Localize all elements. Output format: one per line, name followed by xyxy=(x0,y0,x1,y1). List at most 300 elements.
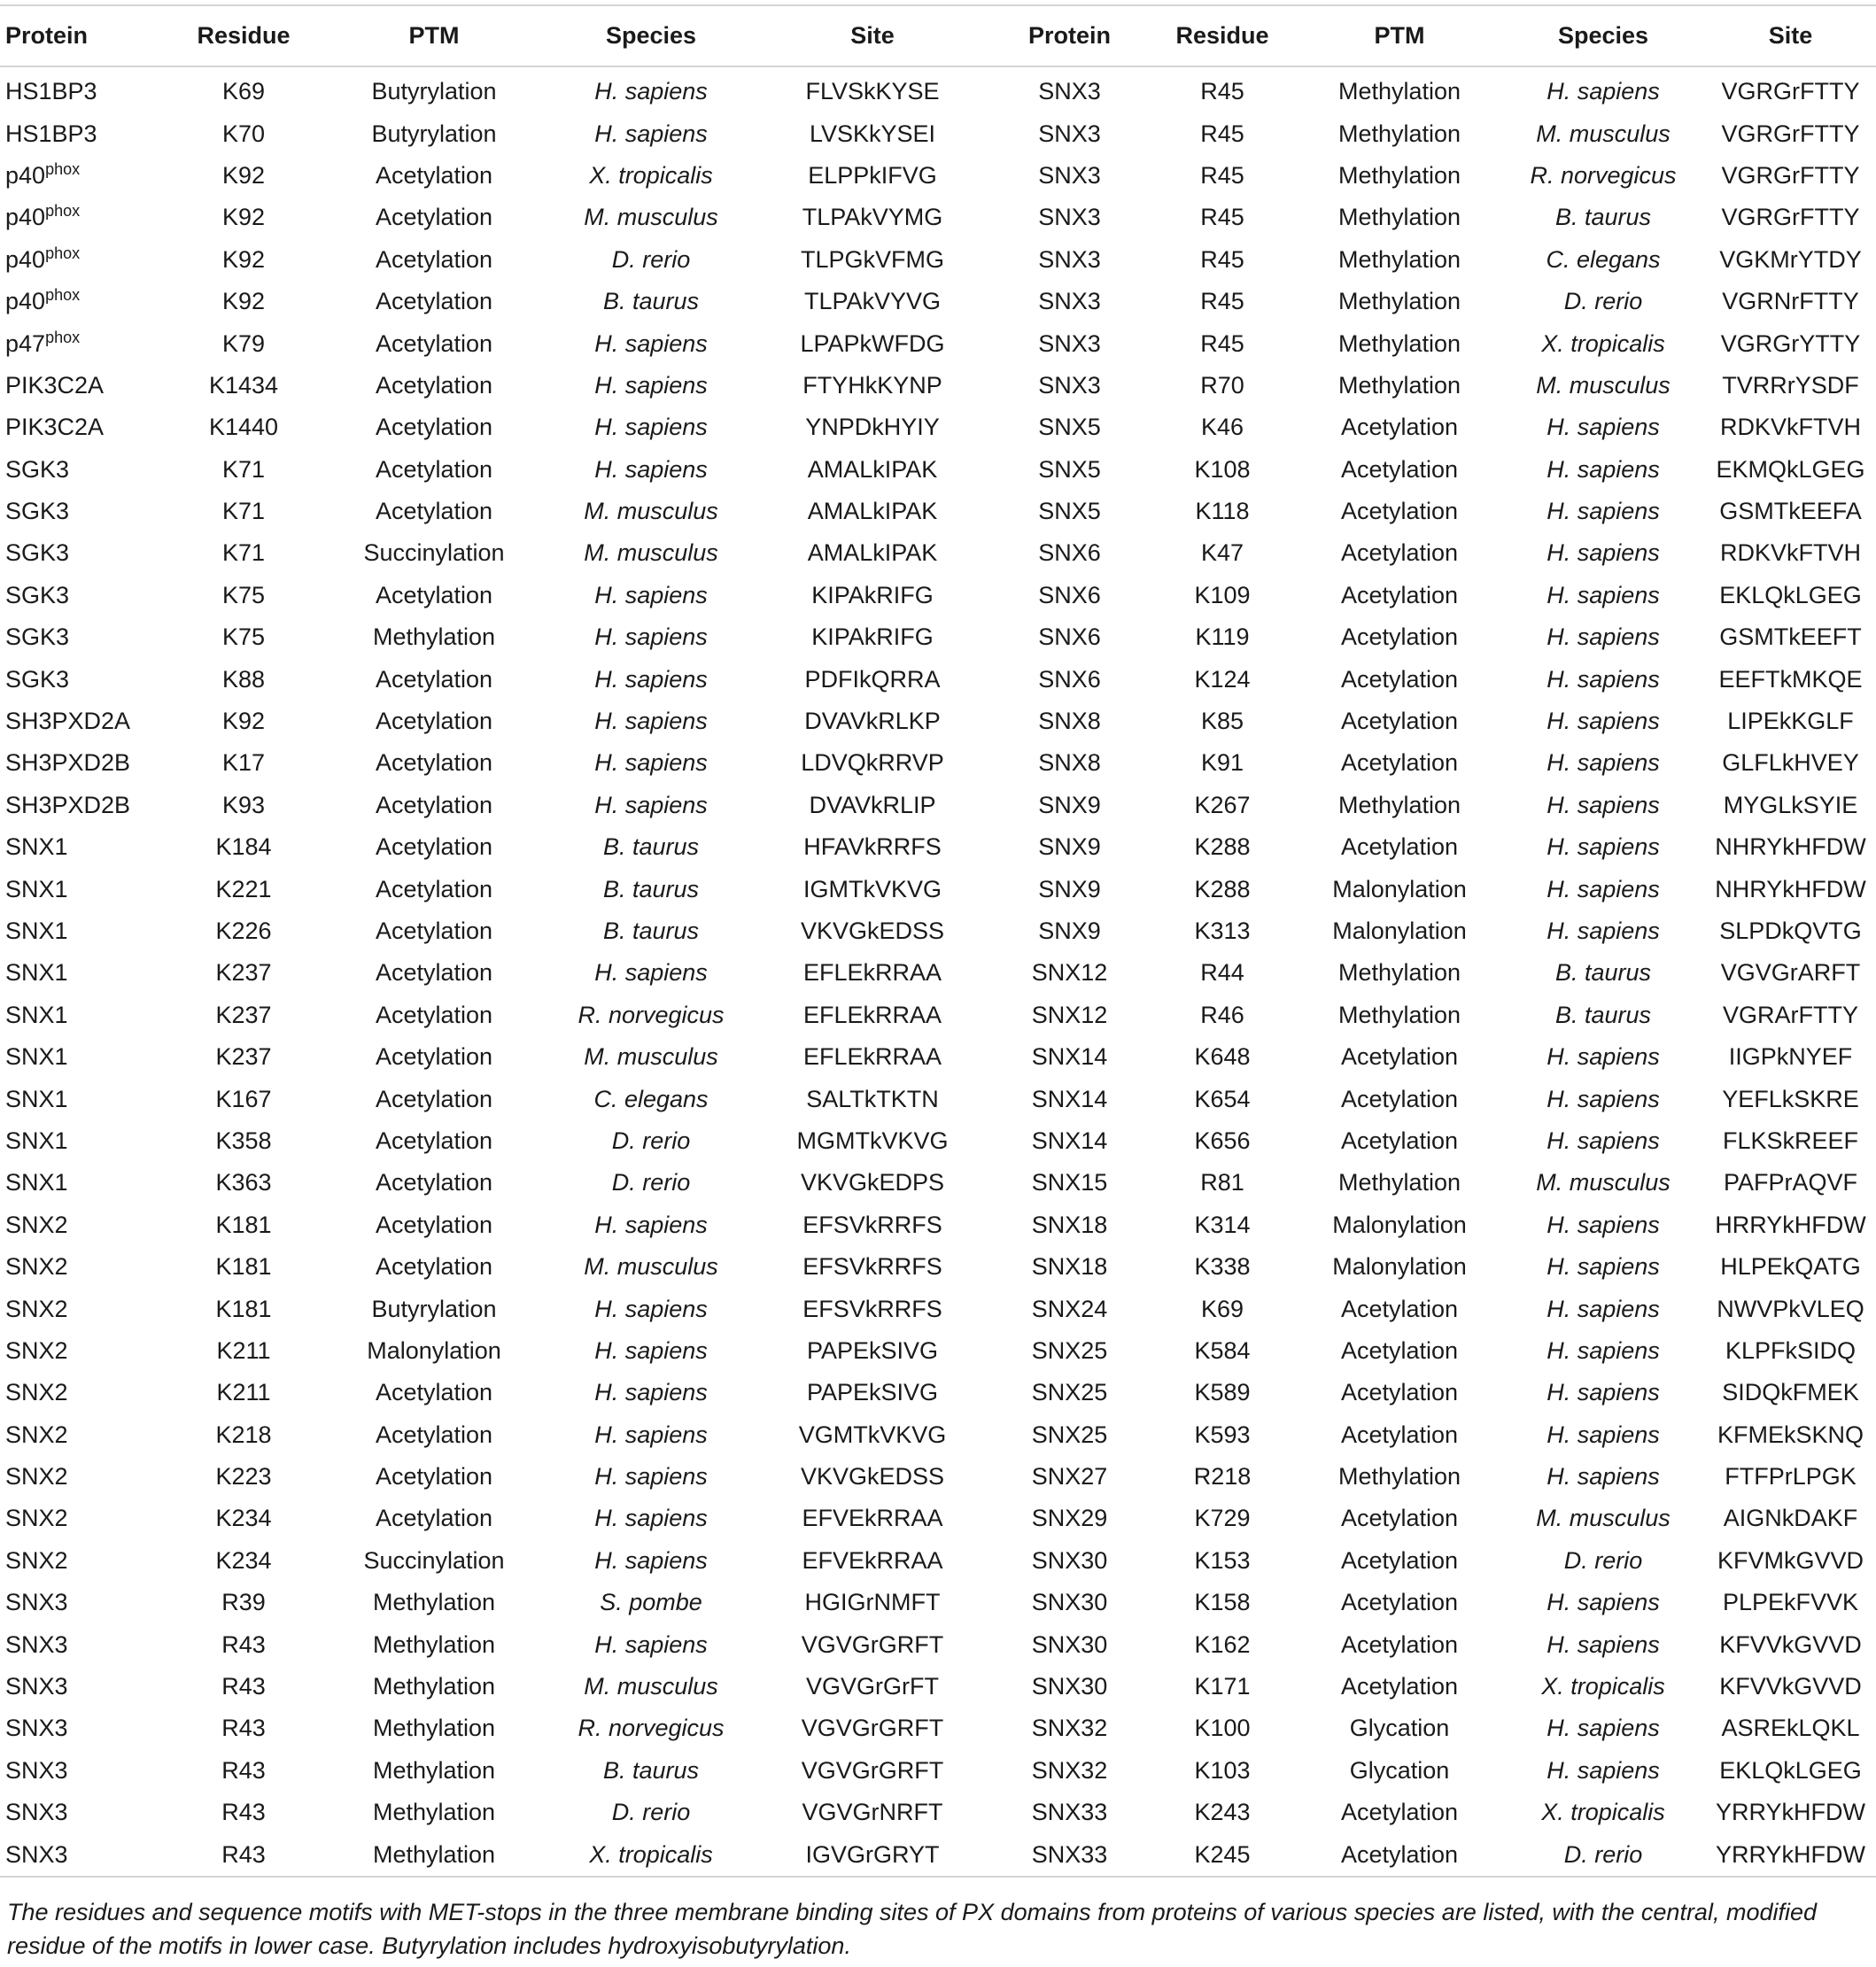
cell-text: SH3PXD2B xyxy=(5,749,131,777)
right-site-cell xyxy=(1705,995,1876,1036)
left-protein-cell xyxy=(0,868,168,910)
cell-text: KFVVkGVVD xyxy=(1719,1630,1862,1658)
cell-text: VGRArFTTY xyxy=(1723,1001,1858,1028)
left-ptm-cell xyxy=(319,616,549,658)
right-residue-cell xyxy=(1147,281,1298,322)
right-protein-cell xyxy=(992,1498,1147,1539)
left-species-cell xyxy=(549,66,753,112)
right-residue-cell xyxy=(1147,365,1298,407)
right-site-cell xyxy=(1705,785,1876,826)
cell-text: R. norvegicus xyxy=(578,1715,725,1742)
left-species-cell xyxy=(549,1833,753,1876)
cell-text: Acetylation xyxy=(375,288,493,315)
left-ptm-cell xyxy=(319,1623,549,1665)
cell-text: H. sapiens xyxy=(594,120,708,147)
left-protein-cell xyxy=(0,1120,168,1162)
right-species-cell xyxy=(1501,1162,1705,1204)
cell-text: SNX3 xyxy=(1038,161,1101,189)
left-species-cell xyxy=(549,197,753,238)
header-residue-right: Residue xyxy=(1147,5,1298,66)
right-ptm-cell xyxy=(1298,785,1501,826)
right-residue-cell xyxy=(1147,449,1298,491)
cell-text: K338 xyxy=(1194,1253,1251,1281)
cell-text: H. sapiens xyxy=(1547,623,1660,651)
right-site-cell xyxy=(1705,701,1876,742)
left-protein-cell xyxy=(0,1750,168,1792)
cell-text: X. tropicalis xyxy=(1541,1673,1665,1700)
left-ptm-cell xyxy=(319,1498,549,1539)
right-species-cell xyxy=(1501,868,1705,910)
cell-text: K589 xyxy=(1194,1379,1251,1406)
cell-text: X. tropicalis xyxy=(589,1840,713,1868)
cell-text: Glycation xyxy=(1349,1756,1450,1784)
cell-text: SNX2 xyxy=(5,1505,68,1532)
left-species-cell xyxy=(549,1036,753,1078)
right-ptm-cell xyxy=(1298,1414,1501,1456)
cell-text: R. norvegicus xyxy=(578,1001,725,1028)
right-protein-cell xyxy=(992,1162,1147,1204)
right-species-cell xyxy=(1501,1833,1705,1876)
right-residue-cell xyxy=(1147,1288,1298,1329)
right-species-cell xyxy=(1501,1708,1705,1749)
right-site-cell xyxy=(1705,1372,1876,1413)
left-species-cell xyxy=(549,1288,753,1329)
cell-text: Acetylation xyxy=(1340,833,1459,861)
cell-text: H. sapiens xyxy=(1547,1253,1660,1281)
cell-text: H. sapiens xyxy=(1547,1127,1660,1154)
cell-text: SNX6 xyxy=(1038,665,1101,693)
cell-text: IGVGrGRYT xyxy=(805,1840,940,1868)
right-residue-cell xyxy=(1147,910,1298,952)
left-residue-cell xyxy=(168,1414,319,1456)
right-ptm-cell xyxy=(1298,1540,1501,1582)
cell-text: VGVGrGRFT xyxy=(801,1756,944,1784)
cell-text: SH3PXD2A xyxy=(5,708,131,735)
right-protein-cell xyxy=(992,910,1147,952)
cell-text: K162 xyxy=(1194,1630,1251,1658)
left-protein-cell xyxy=(0,785,168,826)
cell-text: R39 xyxy=(221,1589,266,1616)
right-species-cell xyxy=(1501,742,1705,784)
left-protein-cell xyxy=(0,1036,168,1078)
cell-text: KFVVkGVVD xyxy=(1719,1673,1862,1700)
left-ptm-cell xyxy=(319,1288,549,1329)
left-residue-cell xyxy=(168,1750,319,1792)
left-protein-cell xyxy=(0,1540,168,1582)
right-protein-cell xyxy=(992,449,1147,491)
cell-text: K153 xyxy=(1194,1546,1251,1574)
cell-text: H. sapiens xyxy=(1547,708,1660,735)
cell-text: Methylation xyxy=(372,1589,496,1616)
cell-text: VGVGrNRFT xyxy=(802,1799,943,1826)
table-row xyxy=(0,1456,1876,1498)
cell-text: H. sapiens xyxy=(1547,1336,1660,1364)
left-residue-cell xyxy=(168,1792,319,1833)
cell-text: K584 xyxy=(1194,1336,1251,1364)
cell-text: Acetylation xyxy=(1340,539,1459,567)
cell-text: EFSVkRRFS xyxy=(802,1253,942,1281)
left-protein-cell xyxy=(0,1498,168,1539)
right-protein-cell xyxy=(992,995,1147,1036)
cell-text: SNX24 xyxy=(1031,1295,1108,1322)
header-row xyxy=(0,5,1876,66)
left-site-cell xyxy=(753,1833,992,1876)
right-residue-cell xyxy=(1147,155,1298,197)
right-ptm-cell xyxy=(1298,1078,1501,1119)
cell-text: SGK3 xyxy=(5,498,70,525)
cell-text: K92 xyxy=(221,708,266,735)
left-species-cell xyxy=(549,1078,753,1119)
left-site-cell xyxy=(753,1078,992,1119)
cell-text: RDKVkFTVH xyxy=(1719,539,1861,567)
left-residue-cell xyxy=(168,449,319,491)
cell-text: S. pombe xyxy=(600,1589,702,1616)
right-species-cell xyxy=(1501,1372,1705,1413)
left-protein-cell xyxy=(0,197,168,238)
cell-text: K85 xyxy=(1200,708,1244,735)
left-ptm-cell xyxy=(319,1204,549,1246)
cell-text: NHRYkHFDW xyxy=(1715,833,1866,861)
cell-text: SNX25 xyxy=(1031,1379,1108,1406)
table-row xyxy=(0,112,1876,154)
cell-text: SNX3 xyxy=(1038,288,1101,315)
cell-text: VGRGrFTTY xyxy=(1721,161,1860,189)
cell-text: Butyrylation xyxy=(371,120,497,147)
left-ptm-cell xyxy=(319,1078,549,1119)
cell-text: Malonylation xyxy=(367,1336,501,1364)
right-residue-cell xyxy=(1147,1246,1298,1288)
right-site-cell xyxy=(1705,491,1876,532)
cell-text: Acetylation xyxy=(1340,455,1459,483)
cell-text: Acetylation xyxy=(1340,1085,1459,1112)
cell-text: K226 xyxy=(215,918,272,944)
cell-text: SNX3 xyxy=(5,1756,68,1784)
right-site-cell xyxy=(1705,826,1876,868)
cell-text: K181 xyxy=(215,1253,272,1281)
left-ptm-cell xyxy=(319,407,549,448)
cell-text: SNX1 xyxy=(5,959,68,987)
left-ptm-cell xyxy=(319,658,549,700)
cell-text: Methylation xyxy=(1337,959,1461,987)
cell-text: SNX3 xyxy=(5,1715,68,1742)
left-residue-cell xyxy=(168,532,319,574)
cell-text: M. musculus xyxy=(584,1253,718,1281)
cell-text: H. sapiens xyxy=(594,749,708,777)
cell-text: VGRGrFTTY xyxy=(1721,120,1860,147)
cell-text: SNX9 xyxy=(1038,918,1101,944)
left-species-cell xyxy=(549,449,753,491)
cell-text: TLPAkVYMG xyxy=(802,204,943,231)
cell-text: SNX9 xyxy=(1038,833,1101,861)
right-site-cell xyxy=(1705,1204,1876,1246)
left-ptm-cell xyxy=(319,1708,549,1749)
right-site-cell xyxy=(1705,281,1876,322)
cell-text: Methylation xyxy=(1337,78,1461,105)
left-protein-cell xyxy=(0,742,168,784)
left-site-cell xyxy=(753,1120,992,1162)
cell-text: KFMEkSKNQ xyxy=(1717,1421,1864,1448)
left-residue-cell xyxy=(168,952,319,994)
left-ptm-cell xyxy=(319,1456,549,1498)
cell-text: K71 xyxy=(221,498,266,525)
right-protein-cell xyxy=(992,785,1147,826)
left-species-cell xyxy=(549,1582,753,1623)
protein-superscript: phox xyxy=(45,202,81,221)
right-protein-cell xyxy=(992,66,1147,112)
cell-text: Acetylation xyxy=(375,371,493,399)
left-site-cell xyxy=(753,239,992,281)
left-species-cell xyxy=(549,1246,753,1288)
cell-text: B. taurus xyxy=(602,833,700,861)
right-site-cell xyxy=(1705,658,1876,700)
right-residue-cell xyxy=(1147,868,1298,910)
cell-text: H. sapiens xyxy=(1547,455,1660,483)
left-protein-cell xyxy=(0,532,168,574)
table-row xyxy=(0,742,1876,784)
right-residue-cell xyxy=(1147,1792,1298,1833)
right-site-cell xyxy=(1705,575,1876,616)
cell-text: K108 xyxy=(1194,455,1251,483)
cell-text: H. sapiens xyxy=(1547,1756,1660,1784)
cell-text: SIDQkFMEK xyxy=(1722,1379,1859,1406)
left-species-cell xyxy=(549,575,753,616)
table-row xyxy=(0,491,1876,532)
cell-text: D. rerio xyxy=(1563,1546,1643,1574)
cell-text: H. sapiens xyxy=(594,1505,708,1532)
right-residue-cell xyxy=(1147,532,1298,574)
cell-text: R45 xyxy=(1200,78,1244,105)
cell-text: Acetylation xyxy=(1340,1546,1459,1574)
right-protein-cell xyxy=(992,826,1147,868)
cell-text: SNX5 xyxy=(1038,498,1101,525)
right-site-cell xyxy=(1705,742,1876,784)
cell-text: H. sapiens xyxy=(594,1336,708,1364)
cell-text: R43 xyxy=(221,1630,266,1658)
cell-text: SNX32 xyxy=(1031,1715,1108,1742)
cell-text: SALTkTKTN xyxy=(806,1085,939,1112)
cell-text: p40 xyxy=(5,204,46,231)
left-residue-cell xyxy=(168,281,319,322)
cell-text: SNX27 xyxy=(1031,1463,1108,1491)
cell-text: H. sapiens xyxy=(1547,1295,1660,1322)
table-row xyxy=(0,995,1876,1036)
right-residue-cell xyxy=(1147,1162,1298,1204)
header-protein-left: Protein xyxy=(0,5,168,66)
cell-text: MGMTkVKVG xyxy=(796,1127,949,1154)
cell-text: K88 xyxy=(221,665,266,693)
table-row xyxy=(0,1708,1876,1749)
right-protein-cell xyxy=(992,197,1147,238)
cell-text: H. sapiens xyxy=(1547,833,1660,861)
left-site-cell xyxy=(753,1623,992,1665)
cell-text: EKMQkLGEG xyxy=(1716,455,1865,483)
left-site-cell xyxy=(753,1330,992,1372)
left-ptm-cell xyxy=(319,449,549,491)
right-residue-cell xyxy=(1147,952,1298,994)
cell-text: K237 xyxy=(215,959,272,987)
cell-text: K184 xyxy=(215,833,272,861)
right-species-cell xyxy=(1501,826,1705,868)
cell-text: Acetylation xyxy=(375,1211,493,1238)
cell-text: H. sapiens xyxy=(1547,414,1660,441)
table-row xyxy=(0,1120,1876,1162)
cell-text: Methylation xyxy=(372,1715,496,1742)
right-protein-cell xyxy=(992,365,1147,407)
cell-text: R81 xyxy=(1200,1169,1244,1196)
cell-text: D. rerio xyxy=(1563,1840,1643,1868)
table-row xyxy=(0,322,1876,364)
right-residue-cell xyxy=(1147,1708,1298,1749)
table-row xyxy=(0,1833,1876,1876)
cell-text: SNX3 xyxy=(5,1799,68,1826)
right-species-cell xyxy=(1501,365,1705,407)
left-ptm-cell xyxy=(319,868,549,910)
cell-text: C. elegans xyxy=(593,1085,709,1112)
cell-text: VGVGrGRFT xyxy=(801,1630,944,1658)
left-site-cell xyxy=(753,868,992,910)
cell-text: EKLQkLGEG xyxy=(1719,1756,1862,1784)
left-residue-cell xyxy=(168,1666,319,1708)
cell-text: K69 xyxy=(1200,1295,1244,1322)
right-ptm-cell xyxy=(1298,1246,1501,1288)
right-site-cell xyxy=(1705,1288,1876,1329)
cell-text: Malonylation xyxy=(1332,1211,1467,1238)
table-row xyxy=(0,1078,1876,1119)
right-species-cell xyxy=(1501,407,1705,448)
right-site-cell xyxy=(1705,112,1876,154)
cell-text: SNX3 xyxy=(1038,245,1101,273)
right-protein-cell xyxy=(992,1288,1147,1329)
cell-text: SNX3 xyxy=(5,1630,68,1658)
header-site-left: Site xyxy=(753,5,992,66)
right-ptm-cell xyxy=(1298,658,1501,700)
right-protein-cell xyxy=(992,491,1147,532)
cell-text: Acetylation xyxy=(1340,1295,1459,1322)
right-species-cell xyxy=(1501,1666,1705,1708)
left-site-cell xyxy=(753,1582,992,1623)
table-row xyxy=(0,1036,1876,1078)
cell-text: KLPFkSIDQ xyxy=(1725,1336,1857,1364)
right-protein-cell xyxy=(992,239,1147,281)
left-ptm-cell xyxy=(319,197,549,238)
right-site-cell xyxy=(1705,1330,1876,1372)
cell-text: Acetylation xyxy=(375,161,493,189)
cell-text: Acetylation xyxy=(1340,414,1459,441)
left-ptm-cell xyxy=(319,239,549,281)
left-site-cell xyxy=(753,1750,992,1792)
cell-text: SNX2 xyxy=(5,1336,68,1364)
left-residue-cell xyxy=(168,1204,319,1246)
cell-text: R45 xyxy=(1200,288,1244,315)
left-species-cell xyxy=(549,1204,753,1246)
left-species-cell xyxy=(549,1498,753,1539)
cell-text: R45 xyxy=(1200,120,1244,147)
right-protein-cell xyxy=(992,1540,1147,1582)
left-species-cell xyxy=(549,365,753,407)
left-site-cell xyxy=(753,407,992,448)
right-residue-cell xyxy=(1147,995,1298,1036)
cell-text: Acetylation xyxy=(375,749,493,777)
right-species-cell xyxy=(1501,1498,1705,1539)
cell-text: H. sapiens xyxy=(1547,1715,1660,1742)
cell-text: p40 xyxy=(5,245,46,273)
cell-text: SNX6 xyxy=(1038,581,1101,608)
table-row xyxy=(0,1330,1876,1372)
right-species-cell xyxy=(1501,1456,1705,1498)
cell-text: PIK3C2A xyxy=(5,371,105,399)
cell-text: AMALkIPAK xyxy=(807,455,938,483)
table-row xyxy=(0,407,1876,448)
right-ptm-cell xyxy=(1298,491,1501,532)
cell-text: K234 xyxy=(215,1505,272,1532)
right-ptm-cell xyxy=(1298,575,1501,616)
cell-text: Acetylation xyxy=(1340,1421,1459,1448)
left-residue-cell xyxy=(168,112,319,154)
right-protein-cell xyxy=(992,1623,1147,1665)
cell-text: K124 xyxy=(1194,665,1251,693)
left-ptm-cell xyxy=(319,575,549,616)
right-residue-cell xyxy=(1147,112,1298,154)
left-site-cell xyxy=(753,112,992,154)
right-ptm-cell xyxy=(1298,910,1501,952)
right-species-cell xyxy=(1501,1246,1705,1288)
cell-text: VKVGkEDPS xyxy=(800,1169,945,1196)
cell-text: SNX30 xyxy=(1031,1546,1108,1574)
cell-text: K92 xyxy=(221,204,266,231)
left-site-cell xyxy=(753,281,992,322)
cell-text: Acetylation xyxy=(375,329,493,357)
left-protein-cell xyxy=(0,701,168,742)
left-ptm-cell xyxy=(319,910,549,952)
left-residue-cell xyxy=(168,1120,319,1162)
cell-text: Acetylation xyxy=(375,1421,493,1448)
left-species-cell xyxy=(549,1330,753,1372)
left-ptm-cell xyxy=(319,826,549,868)
right-site-cell xyxy=(1705,616,1876,658)
left-ptm-cell xyxy=(319,1582,549,1623)
cell-text: SNX9 xyxy=(1038,875,1101,902)
table-row xyxy=(0,1288,1876,1329)
cell-text: HS1BP3 xyxy=(5,120,97,147)
cell-text: YEFLkSKRE xyxy=(1722,1085,1859,1112)
left-protein-cell xyxy=(0,1246,168,1288)
left-site-cell xyxy=(753,66,992,112)
cell-text: Acetylation xyxy=(1340,1840,1459,1868)
cell-text: R43 xyxy=(221,1799,266,1826)
cell-text: B. taurus xyxy=(1554,1001,1652,1028)
cell-text: VGKMrYTDY xyxy=(1719,245,1862,273)
cell-text: SNX12 xyxy=(1031,959,1108,987)
left-site-cell xyxy=(753,365,992,407)
cell-text: Methylation xyxy=(1337,791,1461,818)
right-ptm-cell xyxy=(1298,532,1501,574)
left-site-cell xyxy=(753,322,992,364)
cell-text: K79 xyxy=(221,329,266,357)
right-site-cell xyxy=(1705,1623,1876,1665)
cell-text: SNX2 xyxy=(5,1421,68,1448)
right-species-cell xyxy=(1501,1582,1705,1623)
right-residue-cell xyxy=(1147,1623,1298,1665)
cell-text: HRRYkHFDW xyxy=(1715,1211,1866,1238)
cell-text: EFSVkRRFS xyxy=(802,1295,942,1322)
left-site-cell xyxy=(753,701,992,742)
right-ptm-cell xyxy=(1298,449,1501,491)
cell-text: GSMTkEEFA xyxy=(1719,498,1862,525)
cell-text: K237 xyxy=(215,1001,272,1028)
right-species-cell xyxy=(1501,1330,1705,1372)
right-species-cell xyxy=(1501,1120,1705,1162)
cell-text: KFVMkGVVD xyxy=(1717,1546,1864,1574)
